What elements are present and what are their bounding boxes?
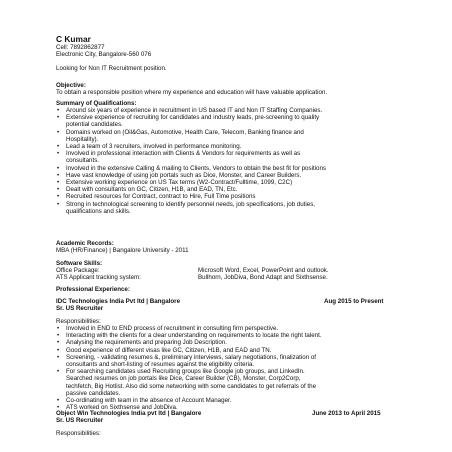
bullet-text: Involved in END to END process of recruitment in consulting firm perspective. (66, 325, 279, 332)
software-value: Bullhorn, JobDiva, Bond Adapt and Sixthsense. (198, 274, 328, 281)
bullet-item (57, 346, 396, 354)
bullet-icon: • (57, 332, 60, 340)
bullet-text: Dealt with consultants on GC, Citizen, H1B, and EAD, TN, Etc. (66, 186, 238, 194)
software-label: ATS Applicant tracking system: (56, 274, 141, 281)
bullet-text: Involved in professional interaction with Clients & Vendors for requirements as well as (66, 150, 301, 158)
bullet-icon: • (57, 164, 60, 172)
academic-heading: Academic Records: (56, 240, 114, 247)
bullet-icon: • (57, 404, 60, 412)
summary-list (57, 107, 396, 215)
bullet-text: Good experience of different visas like GC, Citizen, H1B, and EAD and TN. (66, 346, 272, 354)
bullet-text: Strong in technological screening to identify personnel needs, job specifications, job duties, (66, 200, 316, 208)
cell-number: Cell: 7892862877 (56, 44, 105, 51)
bullet-icon: • (57, 200, 60, 208)
bullet-text: consultants and short-listing of resumes against the eligibility criteria. (66, 361, 255, 369)
bullet-text: Hospitality). (66, 135, 99, 143)
bullet-icon: • (57, 353, 60, 361)
bullet-text: qualifications and skills. (66, 207, 131, 215)
bullet-item (57, 339, 396, 347)
bullet-text: Domains worked on (Oil&Gas, Automotive, Health Care, Telecom, Banking finance and (66, 128, 304, 136)
job-company: IDC Technologies India Pvt ltd | Bangalore (56, 298, 181, 305)
job-title: Sr. US Recruiter (56, 305, 104, 312)
bullet-icon: • (57, 150, 60, 158)
bullet-item (57, 193, 396, 201)
bullet-item (57, 332, 396, 340)
job-dates: June 2013 to April 2015 (312, 410, 381, 417)
bullet-icon: • (57, 397, 60, 405)
bullet-icon: • (57, 143, 60, 151)
bullet-icon: • (57, 339, 60, 347)
responsibilities-label: Responsibilities: (56, 318, 101, 325)
bullet-item (57, 150, 396, 165)
bullet-icon: • (57, 171, 60, 179)
software-label: Office Package: (56, 267, 100, 274)
bullet-icon: • (57, 368, 60, 376)
bullet-item (57, 200, 396, 215)
objective-heading: Objective: (56, 82, 86, 89)
software-value: Microsoft Word, Excel, PowerPoint and outlook. (198, 267, 329, 274)
bullet-text: Screening, - validating resumes &, preliminary interviews, salary negotiations, finalization of (66, 353, 317, 361)
bullet-text: Lead a team of 3 recruiters, involved in performance monitoring. (66, 143, 242, 151)
bullet-item (57, 368, 396, 397)
bullet-text: Extensive working experience on US Tax terms (W2-Contract/Fulltime, 1099, C2C) (66, 179, 293, 187)
looking-for: Looking for Non IT Recruitment position. (56, 65, 167, 72)
candidate-name: C Kumar (56, 34, 91, 44)
bullet-item (57, 179, 396, 187)
bullet-icon: • (57, 186, 60, 194)
bullet-text: Analysing the requirements and preparing Job Description. (66, 339, 227, 347)
bullet-icon: • (57, 128, 60, 136)
bullet-text: Extensive experience of recruiting for candidates and industry leads, pre-screening to quality (66, 114, 320, 122)
bullet-icon: • (57, 114, 60, 122)
summary-heading: Summary of Qualifications: (56, 100, 137, 107)
bullet-text: consultants. (66, 157, 100, 165)
bullet-text: Around six years of experience in recruitment in US based IT and Non IT Staffing Companies. (66, 107, 323, 114)
responsibilities-label: Responsibilities: (56, 430, 101, 437)
bullet-item (57, 186, 396, 194)
bullet-text: Co-ordinating with team in the absence of Account Manager. (66, 397, 232, 405)
bullet-item (57, 164, 396, 172)
bullet-text: Have vast knowledge of using job portals such as Dice, Monster, and Career Builders. (66, 171, 302, 179)
bullet-item (57, 171, 396, 179)
bullet-icon: • (57, 193, 60, 201)
academic-text: MBA (HR/Finance) | Bangalore University - 2011 (56, 247, 189, 254)
bullet-text: passive candidates. (66, 389, 121, 397)
bullet-item (57, 397, 396, 405)
job-title: Sr. US Recruiter (56, 417, 104, 424)
bullet-text: For searching candidates used Recruiting groups like Google job groups, and LinkedIn. (66, 368, 305, 376)
objective-text: To obtain a responsible position where my experience and education will have valuable application. (56, 89, 328, 96)
bullet-text: Searched resumes on job portals like Dice, Career Builder (CB), Monster, Corp2Corp, (66, 375, 301, 383)
bullet-item (57, 107, 396, 114)
software-heading: Software Skills: (56, 260, 103, 267)
bullet-text: techfetch, Big Hotlist. Also did some networking with some candidates to get referrals of the (66, 382, 317, 390)
bullet-text: Involved in the extensive Calling & mailing to Clients, Vendors to obtain the best fit for positions (66, 164, 327, 172)
bullet-item (57, 353, 396, 369)
professional-heading: Professional Experience: (56, 286, 130, 293)
job-dates: Aug 2015 to Present (324, 298, 384, 305)
bullet-text: Interacting with the clients for a clear understanding on requirements to locate the right talent. (66, 332, 322, 340)
bullet-item (57, 114, 396, 129)
bullet-icon: • (57, 325, 60, 332)
bullet-text: potential candidates. (66, 121, 123, 129)
bullet-text: Recruited resources for Contract, contract to Hire, Full Time positions (66, 193, 256, 201)
bullet-icon: • (57, 346, 60, 354)
bullet-text: ATS worked on Sixthsense and JobDiva. (66, 404, 178, 412)
address: Electronic City, Bangalore-560 076 (56, 51, 152, 58)
responsibilities-list (57, 325, 396, 412)
bullet-icon: • (57, 179, 60, 187)
job-company: Object Win Technologies India pvt ltd | Bangalore (56, 410, 202, 417)
bullet-item (57, 128, 396, 143)
bullet-item (57, 143, 396, 151)
bullet-item (57, 325, 396, 332)
bullet-icon: • (57, 107, 60, 114)
